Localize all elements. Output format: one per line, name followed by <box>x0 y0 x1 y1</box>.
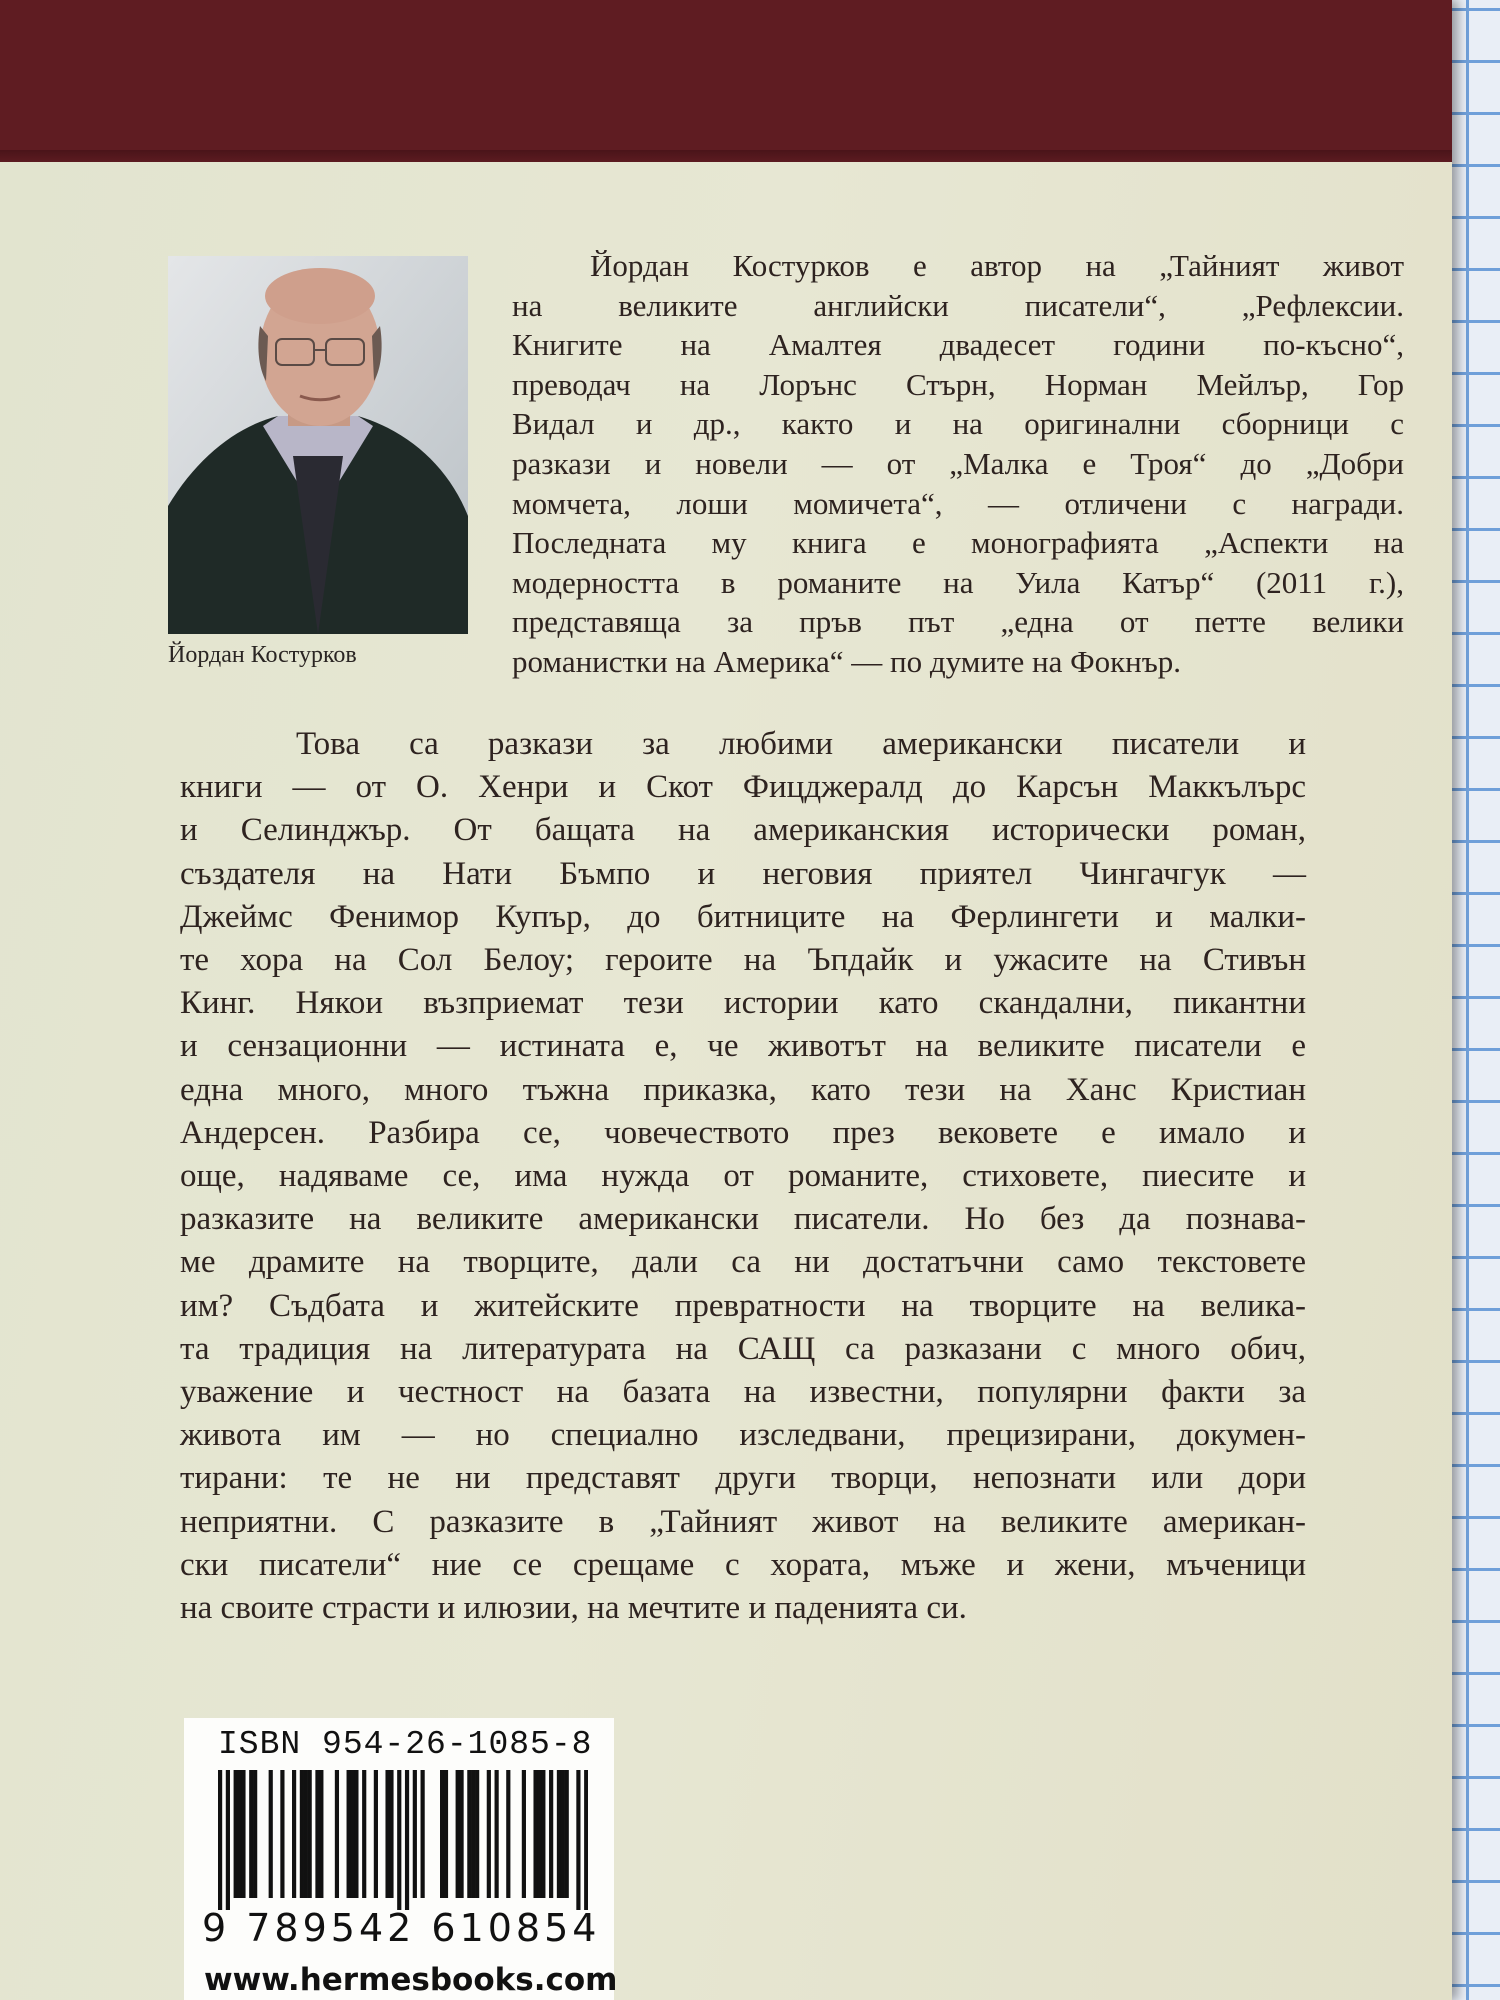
barcode-bar <box>389 1770 393 1898</box>
barcode-bar <box>557 1770 561 1898</box>
text-line: книги — от О. Хенри и Скот Фицджералд до Карсън Маккълърс <box>180 769 1306 806</box>
maroon-top-band <box>0 0 1452 162</box>
text-line: и Селинджър. От бащата на американския исторически роман, <box>180 812 1306 849</box>
text-line: ски писатели“ ние се срещаме с хората, мъже и жени, мъченици <box>180 1546 1306 1583</box>
barcode-label <box>184 1718 618 2000</box>
text-line: живота им — но специално изследвани, прецизирани, докумен- <box>180 1417 1306 1454</box>
text-line: разкази и новели — от „Малка е Троя“ до „Добри <box>512 445 1404 481</box>
text-line: Книгите на Амалтея двадесет години по-късно“, <box>512 327 1404 363</box>
barcode-bar <box>362 1770 366 1898</box>
text-line: Това са разкази за любими американски писатели и <box>296 726 1306 762</box>
barcode-bar <box>304 1770 308 1898</box>
barcode-bar <box>459 1770 463 1898</box>
text-line: преводач на Лорънс Стърн, Норман Мейлър, Гор <box>512 366 1404 402</box>
isbn-number: ISBN 954-26-1085-8 <box>218 1726 593 1763</box>
text-line: разказите на великите американски писатели. Но без да познава- <box>180 1201 1306 1238</box>
barcode-bar <box>385 1770 389 1898</box>
barcode-bar <box>269 1770 273 1898</box>
barcode-bar <box>413 1770 417 1898</box>
author-portrait-icon <box>168 256 468 634</box>
barcode-bar <box>506 1770 510 1898</box>
barcode-bar <box>308 1770 312 1898</box>
barcode-bar <box>522 1770 526 1898</box>
barcode-bar <box>218 1770 222 1910</box>
barcode-bar <box>280 1770 284 1898</box>
text-line: момчета, лоши момичета“, — отличени с награди. <box>512 485 1404 521</box>
barcode-bar <box>549 1770 553 1898</box>
barcode-bar <box>241 1770 245 1898</box>
barcode-bar <box>471 1770 475 1898</box>
text-line: модерността в романите на Уила Катър“ (2011 г.), <box>512 564 1404 600</box>
text-line: тирани: те не ни представят други творци, непознати или дори <box>180 1460 1306 1497</box>
barcode-bar <box>350 1770 354 1898</box>
text-line: Последната му книга е монографията „Аспекти на <box>512 525 1404 561</box>
ean-number: 9 789542 610854 <box>202 1906 601 1950</box>
photo-caption: Йордан Костурков <box>168 642 357 668</box>
barcode-bar <box>300 1770 304 1898</box>
barcode-bar <box>292 1770 296 1898</box>
author-bio <box>512 246 1404 682</box>
barcode-bar <box>565 1770 569 1898</box>
barcode-bar <box>495 1770 499 1898</box>
barcode-icon <box>218 1770 588 1910</box>
text-line: Йордан Костурков е автор на „Тайният живот <box>590 248 1404 283</box>
barcode-bar <box>405 1770 409 1910</box>
barcode-bar <box>576 1770 580 1910</box>
text-line: на великите английски писатели“, „Рефлексии. <box>512 287 1404 323</box>
barcode-bar <box>315 1770 319 1898</box>
barcode-bar <box>584 1770 588 1910</box>
barcode-bar <box>456 1770 460 1898</box>
text-line: уважение и честност на базата на известни, популярни факти за <box>180 1374 1306 1411</box>
barcode-bar <box>421 1770 425 1898</box>
barcode-bar <box>533 1770 537 1898</box>
author-photo <box>168 256 468 634</box>
publisher-website: www.hermesbooks.com <box>204 1962 618 1998</box>
barcode-bar <box>444 1770 448 1898</box>
barcode-bar <box>487 1770 491 1898</box>
barcode-bar <box>397 1770 401 1910</box>
barcode-bar <box>440 1770 444 1898</box>
text-line: създателя на Нати Бъмпо и неговия приятел Чингачгук — <box>180 855 1306 892</box>
book-description <box>180 723 1306 1630</box>
barcode-bar <box>467 1770 471 1898</box>
barcode-bar <box>561 1770 565 1898</box>
barcode-bar <box>249 1770 253 1898</box>
barcode-bar <box>374 1770 378 1898</box>
text-line: на своите страсти и илюзии, на мечтите и паденията си. <box>180 1590 967 1627</box>
text-line: те хора на Сол Белоу; героите на Ъпдайк и ужасите на Стивън <box>180 942 1306 979</box>
barcode-bar <box>319 1770 323 1898</box>
barcode-bar <box>537 1770 541 1898</box>
text-line: им? Съдбата и житейските превратности на творците на велика- <box>180 1287 1306 1324</box>
text-line: Андерсен. Разбира се, човечеството през вековете е имало и <box>180 1114 1306 1151</box>
barcode-bar <box>541 1770 545 1898</box>
text-line: една много, много тъжна приказка, като тези на Ханс Кристиан <box>180 1071 1306 1108</box>
text-line: Кинг. Някои възприемат тези истории като скандални, пикантни <box>180 985 1306 1022</box>
text-line: неприятни. С разказите в „Тайният живот на великите американ- <box>180 1503 1306 1540</box>
barcode-bar <box>226 1770 230 1910</box>
text-line: представяща за пръв път „една от петте велики <box>512 604 1404 640</box>
text-line: Джеймс Фенимор Купър, до битниците на Ферлингети и малки- <box>180 898 1306 935</box>
text-line: та традиция на литературата на САЩ са разказани с много обич, <box>180 1330 1306 1367</box>
barcode-bar <box>347 1770 351 1898</box>
text-line: романистки на Америка“ — по думите на Фокнър. <box>512 643 1182 679</box>
barcode-bar <box>335 1770 339 1898</box>
barcode-bar <box>475 1770 479 1898</box>
text-line: още, надяваме се, има нужда от романите, стиховете, пиесите и <box>180 1158 1306 1195</box>
text-line: и сензационни — истината е, че животът на великите писатели е <box>180 1028 1306 1065</box>
barcode-bar <box>237 1770 241 1898</box>
barcode-bar <box>354 1770 358 1898</box>
text-line: ме драмите на творците, дали са ни достатъчни само текстовете <box>180 1244 1306 1281</box>
barcode-bar <box>234 1770 238 1898</box>
barcode-bar <box>253 1770 257 1898</box>
text-line: Видал и др., както и на оригинални сборници с <box>512 406 1404 442</box>
